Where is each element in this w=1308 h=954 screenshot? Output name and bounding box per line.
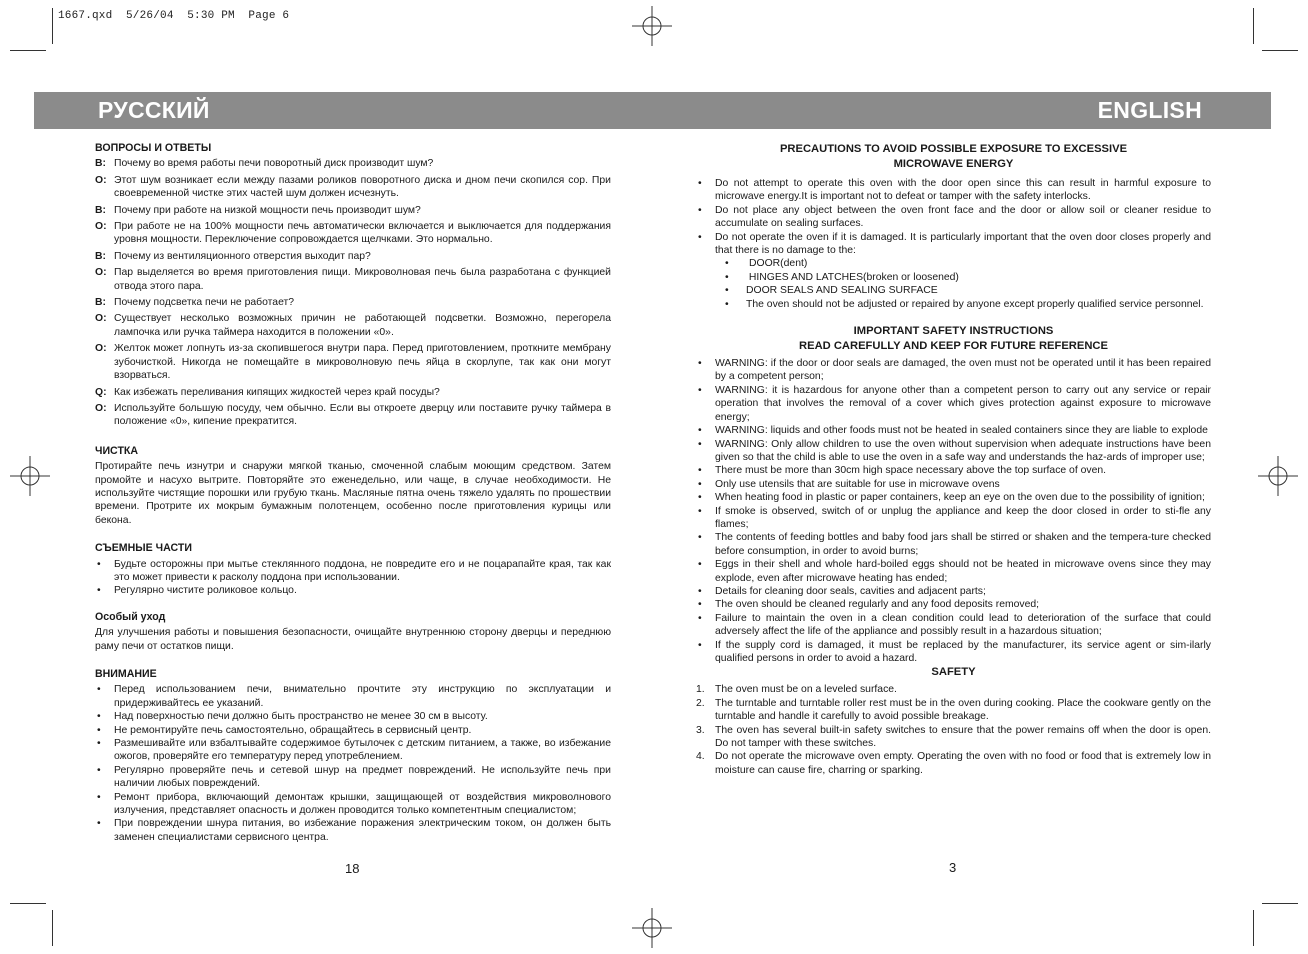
- list-item: • Details for cleaning door seals, cavities and adjacent parts;: [698, 585, 986, 597]
- list-item-text: WARNING: liquids and other foods must not be heated in sealed containers since they are liable to explode: [715, 425, 1208, 437]
- list-item-text: Failure to maintain the oven in a clean condition could lead to deterioration of the surface that could adversely affect the life of the appliance and possibly result in a hazardous situation;: [715, 612, 1211, 638]
- list-item-text: Eggs in their shell and whole hard-boiled eggs should not be heated in microwave ovens since they may explode, even after microwave heating has ended;: [715, 559, 1211, 584]
- removable-parts-list: [95, 558, 611, 598]
- list-item-text: HINGES AND LATCHES(broken or loosened): [746, 271, 959, 283]
- list-item: • Регулярно проверяйте печь и сетевой шнур на предмет повреждений. Не используйте печь при наличии любых повреждений.: [97, 764, 611, 790]
- list-item: • When heating food in plastic or paper containers, keep an eye on the oven due to the possibility of ignition;: [698, 492, 1205, 504]
- qa-item: [95, 157, 611, 170]
- qa-mark: В:: [95, 297, 106, 309]
- numbered-item-text: The oven must be on a leveled surface.: [715, 684, 897, 696]
- qa-mark: О:: [95, 221, 107, 233]
- list-item: • Размешивайте или взбалтывайте содержимое бутылочек с детским питанием, а также, во избежание ожогов, проверяйте его температуру перед употреблением.: [97, 738, 611, 763]
- page-number-left: 18: [345, 861, 360, 876]
- header-title-english: ENGLISH: [1097, 97, 1202, 123]
- qa-item: [95, 386, 611, 399]
- list-item-text: Do not place any object between the oven front face and the door or allow soil or cleaner residue to accumulate on sealing surfaces.: [715, 204, 1211, 230]
- list-item-text: There must be more than 30cm high space necessary above the top surface of oven.: [715, 465, 1107, 477]
- crop-mark: [1253, 910, 1254, 946]
- removable-parts-heading: СЪЕМНЫЕ ЧАСТИ: [95, 542, 192, 555]
- list-item-text: Регулярно проверяйте печь и сетевой шнур на предмет повреждений. Не используйте печь при наличии любых повреждений.: [114, 764, 611, 790]
- numbered-item-text: The oven has several built-in safety switches to ensure that the power remains off when the door is open. Do not tamper with these switches.: [715, 724, 1211, 750]
- spacer: [95, 529, 611, 542]
- list-item-text: WARNING: it is hazardous for anyone other than a competent person to carry out any service or repair operation that involves the removal of a cover which gives protection against exposure to microwave energy;: [715, 384, 1211, 423]
- list-item: • Failure to maintain the oven in a clean condition could lead to deterioration of the surface that could adversely affect the life of the appliance and possibly result in a hazardous situation;: [698, 612, 1211, 638]
- list-item-text: DOOR SEALS AND SEALING SURFACE: [746, 285, 938, 297]
- qa-item: [95, 174, 611, 201]
- item-number: 4.: [696, 751, 705, 763]
- precautions-list: [696, 177, 1211, 257]
- cleaning-text: Протирайте печь изнутри и снаружи мягкой тканью, смоченной слабым моющим средством. Затем промойте и насухо вытрите. Повторяйте это еженедельно, или чаще, в случае необходимости. Не используйте чистящие порошки или грубую ткань. Масляные пятна очень тяжело удалять по прошествии времени. Протрите их мокрым бумажным полотенцем, особенно после приготовления курицы или бекона.: [95, 461, 611, 526]
- english-column: [696, 142, 1211, 777]
- list-item-text: Do not attempt to operate this oven with the door open since this can result in harmful exposure to microwave energy.It is important not to defeat or tamper with the safety interlocks.: [715, 178, 1211, 203]
- list-item: • Only use utensils that are suitable for use in microwave ovens: [698, 478, 1000, 490]
- attention-heading: ВНИМАНИЕ: [95, 668, 157, 680]
- qa-text: Как избежать переливания кипящих жидкостей через край посуды?: [114, 386, 440, 398]
- list-item-text: Ремонт прибора, включающий демонтаж крышки, защищающей от воздействия микроволнового излучения, представляет опасность и должен проводится только компетентным специалистом;: [114, 791, 611, 817]
- list-item: • The oven should not be adjusted or repaired by anyone except properly qualified service personnel.: [725, 298, 1204, 310]
- file-slug: 1667.qxd 5/26/04 5:30 PM Page 6: [58, 10, 290, 22]
- list-item-text: Не ремонтируйте печь самостоятельно, обращайтесь в сервисный центр.: [114, 724, 472, 736]
- list-item: • WARNING: liquids and other foods must not be heated in sealed containers since they are liable to explode: [698, 425, 1208, 437]
- numbered-item: [696, 683, 1211, 696]
- list-item: • The contents of feeding bottles and baby food jars shall be stirred or shaken and the tempera-ture checked before consumption, in order to avoid burns;: [698, 532, 1211, 557]
- registration-mark-icon: [632, 908, 672, 948]
- qa-mark: О:: [95, 343, 107, 355]
- qa-mark: В:: [95, 204, 106, 216]
- list-item: • If the supply cord is damaged, it must be replaced by the manufacturer, its service agent or sim-ilarly qualified persons in order to avoid a hazard.: [698, 639, 1211, 664]
- list-item-text: Only use utensils that are suitable for use in microwave ovens: [715, 478, 1000, 490]
- list-item-text: The contents of feeding bottles and baby food jars shall be stirred or shaken and the tempera-ture checked before consumption, in order to avoid burns;: [715, 532, 1211, 557]
- list-item: • WARNING: if the door or door seals are damaged, the oven must not be operated until it has been repaired by a competent person;: [698, 358, 1211, 383]
- qa-text: Почему из вентиляционного отверстия выходит пар?: [114, 250, 371, 262]
- registration-mark-icon: [632, 6, 672, 46]
- list-item-text: WARNING: Only allow children to use the oven without supervision when adequate instructions have been given so that the child is able to use the oven in a safe way and understands the haz-ards of improper use;: [715, 438, 1211, 463]
- qa-mark: В:: [95, 158, 106, 170]
- crop-mark: [1262, 50, 1298, 51]
- item-number: 1.: [696, 684, 705, 696]
- registration-mark-icon: [10, 456, 50, 496]
- list-item-text: Будьте осторожны при мытье стеклянного поддона, не повредите его и не поцарапайте края, так как это может привести к расколу поддона при использовании.: [114, 558, 611, 583]
- list-item: • The oven should be cleaned regularly and any food deposits removed;: [698, 599, 1040, 611]
- safety-numbered-list: [696, 683, 1211, 777]
- qa-heading: ВОПРОСЫ И ОТВЕТЫ: [95, 142, 212, 154]
- qa-text: Почему при работе на низкой мощности печь производит шум?: [114, 204, 421, 216]
- numbered-item: [696, 697, 1211, 724]
- safety-instructions-list: [696, 357, 1211, 665]
- registration-mark-icon: [1258, 456, 1298, 496]
- list-item: • Ремонт прибора, включающий демонтаж крышки, защищающей от воздействия микроволнового излучения, представляет опасность и должен проводится только компетентным специалистом;: [97, 791, 611, 817]
- safety-heading-line: IMPORTANT SAFETY INSTRUCTIONS: [853, 325, 1054, 338]
- qa-item: [95, 250, 611, 263]
- item-number: 2.: [696, 697, 705, 709]
- safety-heading: SAFETY: [931, 666, 976, 679]
- crop-mark: [52, 910, 53, 946]
- attention-list: [95, 683, 611, 844]
- crop-mark: [10, 50, 46, 51]
- list-item-text: Do not operate the oven if it is damaged. It is particularly important that the oven door closes properly and that there is no damage to the:: [715, 231, 1211, 257]
- qa-text: Пар выделяется во время приготовления пищи. Микроволновая печь была разработана с функцией отвода этого пара.: [114, 267, 611, 292]
- list-item: • Над поверхностью печи должно быть пространство не менее 30 см в высоту.: [97, 711, 488, 723]
- crop-mark: [10, 903, 46, 904]
- header-band: [34, 92, 1271, 129]
- qa-item: [95, 342, 611, 382]
- list-item: • HINGES AND LATCHES(broken or loosened): [725, 271, 959, 283]
- list-item-text: Над поверхностью печи должно быть пространство не менее 30 см в высоту.: [114, 711, 488, 723]
- qa-text: Этот шум возникает если между пазами роликов поворотного диска и дном печи скопился сор. При своевременной чистке этих частей шум должен исчезнуть.: [114, 174, 611, 200]
- precautions-heading-line: PRECAUTIONS TO AVOID POSSIBLE EXPOSURE TO EXCESSIVE: [779, 143, 1128, 155]
- numbered-item-text: Do not operate the microwave oven empty. Operating the oven with no food or food that is extremely low in moisture can cause fire, charring or sparking.: [715, 751, 1211, 776]
- list-item: • При повреждении шнура питания, во избежание поражения электрическим током, он должен быть заменен специалистами сервисного центра.: [97, 818, 611, 843]
- list-item: • Перед использованием печи, внимательно прочтите эту инструкцию по эксплуатации и придерживайтесь ее указаний.: [97, 684, 611, 709]
- list-item-text: Размешивайте или взбалтывайте содержимое бутылочек с детским питанием, а также, во избежание ожогов, проверяйте его температуру перед употреблением.: [114, 738, 611, 763]
- qa-text: Почему во время работы печи поворотный диск производит шум?: [114, 158, 434, 170]
- special-care-heading: Особый уход: [95, 610, 166, 623]
- qa-text: Используйте большую посуду, чем обычно. Если вы откроете дверцу или поставите ручку таймера в положение «0», кипение прекратится.: [114, 402, 611, 428]
- list-item-text: The oven should be cleaned regularly and any food deposits removed;: [715, 599, 1040, 611]
- spacer: [95, 655, 611, 668]
- qa-mark: О:: [95, 402, 107, 414]
- numbered-item-text: The turntable and turntable roller rest must be in the oven during cooking. Place the cookware gently on the turntable and handle it carefully to avoid possible breakage.: [715, 697, 1211, 723]
- list-item: • WARNING: it is hazardous for anyone other than a competent person to carry out any service or repair operation that involves the removal of a cover which gives protection against exposure to microwave energy;: [698, 384, 1211, 423]
- qa-text: Желток может лопнуть из-за скопившегося внутри пара. Перед приготовлением, проткните мембрану зубочисткой. Никогда не помещайте в микроволновую печь яйца в скорлупе, так как они могут взорваться.: [114, 343, 611, 382]
- precautions-heading: [696, 142, 1211, 172]
- safety-heading-line: READ CAREFULLY AND KEEP FOR FUTURE REFERENCE: [799, 340, 1108, 353]
- crop-mark: [1262, 903, 1298, 904]
- spacer: [95, 432, 611, 445]
- qa-item: [95, 204, 611, 217]
- qa-item: [95, 266, 611, 293]
- list-item: • Do not operate the oven if it is damaged. It is particularly important that the oven door closes properly and that there is no damage to the:: [698, 231, 1211, 257]
- list-item: • WARNING: Only allow children to use the oven without supervision when adequate instructions have been given so that the child is able to use the oven in a safe way and understands the haz-ards of improper use;: [698, 438, 1211, 463]
- list-item-text: The oven should not be adjusted or repaired by anyone except properly qualified service personnel.: [746, 298, 1204, 310]
- qa-mark: О:: [95, 313, 107, 325]
- qa-text: Существует несколько возможных причин не работающей подсветки. Возможно, перегорела лампочка или ручка таймера находится в положении «0».: [114, 313, 611, 338]
- list-item: • Будьте осторожны при мытье стеклянного поддона, не повредите его и не поцарапайте края, так как это может привести к расколу поддона при использовании.: [97, 558, 611, 583]
- qa-mark: Q:: [95, 386, 107, 398]
- numbered-item: [696, 750, 1211, 777]
- list-item: • Do not attempt to operate this oven with the door open since this can result in harmful exposure to microwave energy.It is important not to defeat or tamper with the safety interlocks.: [698, 178, 1211, 203]
- qa-item: [95, 220, 611, 247]
- damage-list: [696, 257, 1211, 311]
- qa-item: [95, 312, 611, 339]
- list-item: • There must be more than 30cm high space necessary above the top surface of oven.: [698, 465, 1107, 477]
- list-item: • Do not place any object between the oven front face and the door or allow soil or cleaner residue to accumulate on sealing surfaces.: [698, 204, 1211, 230]
- list-item: • DOOR(dent): [725, 258, 808, 270]
- item-number: 3.: [696, 724, 705, 736]
- qa-list: [95, 157, 611, 428]
- list-item-text: DOOR(dent): [749, 258, 808, 270]
- spacer: [95, 598, 611, 611]
- list-item: • DOOR SEALS AND SEALING SURFACE: [725, 285, 938, 297]
- header-title-russian: РУССКИЙ: [98, 97, 210, 123]
- list-item-text: If the supply cord is damaged, it must be replaced by the manufacturer, its service agent or sim-ilarly qualified persons in order to avoid a hazard.: [715, 639, 1211, 664]
- qa-item: [95, 402, 611, 429]
- list-item-text: Регулярно чистите роликовое кольцо.: [114, 585, 297, 597]
- qa-mark: В:: [95, 250, 106, 262]
- list-item-text: If smoke is observed, switch of or unplug the appliance and keep the door closed in order to sti-fle any flames;: [715, 505, 1211, 530]
- list-item: • Не ремонтируйте печь самостоятельно, обращайтесь в сервисный центр.: [97, 724, 472, 736]
- list-item-text: Перед использованием печи, внимательно прочтите эту инструкцию по эксплуатации и придерживайтесь ее указаний.: [114, 684, 611, 709]
- page-number-right: 3: [949, 860, 957, 875]
- list-item: • Регулярно чистите роликовое кольцо.: [97, 585, 297, 597]
- crop-mark: [52, 8, 53, 44]
- crop-mark: [1253, 8, 1254, 44]
- qa-mark: О:: [95, 267, 107, 279]
- list-item: • If smoke is observed, switch of or unplug the appliance and keep the door closed in order to sti-fle any flames;: [698, 505, 1211, 530]
- list-item-text: Details for cleaning door seals, cavities and adjacent parts;: [715, 585, 986, 597]
- list-item-text: WARNING: if the door or door seals are damaged, the oven must not be operated until it has been repaired by a competent person;: [715, 358, 1211, 383]
- safety-instructions-heading: [696, 324, 1211, 354]
- list-item: • Eggs in their shell and whole hard-boiled eggs should not be heated in microwave ovens since they may explode, even after microwave heating has ended;: [698, 559, 1211, 584]
- numbered-item: [696, 724, 1211, 751]
- cleaning-heading: ЧИСТКА: [95, 444, 139, 457]
- special-care-text: Для улучшения работы и повышения безопасности, очищайте внутреннюю сторону дверцы и переднюю раму печи от остатков пищи.: [95, 627, 611, 652]
- list-item-text: When heating food in plastic or paper containers, keep an eye on the oven due to the possibility of ignition;: [715, 492, 1205, 504]
- russian-column: [95, 142, 611, 844]
- qa-item: [95, 296, 611, 309]
- qa-mark: О:: [95, 174, 107, 186]
- qa-text: Почему подсветка печи не работает?: [114, 297, 295, 309]
- list-item-text: При повреждении шнура питания, во избежание поражения электрическим током, он должен быть заменен специалистами сервисного центра.: [114, 818, 611, 843]
- qa-text: При работе не на 100% мощности печь автоматически включается и выключается для поддержания уровня мощности. Переключение сопровождается щелчками. Это нормально.: [114, 221, 611, 246]
- precautions-heading-line: MICROWAVE ENERGY: [893, 158, 1014, 170]
